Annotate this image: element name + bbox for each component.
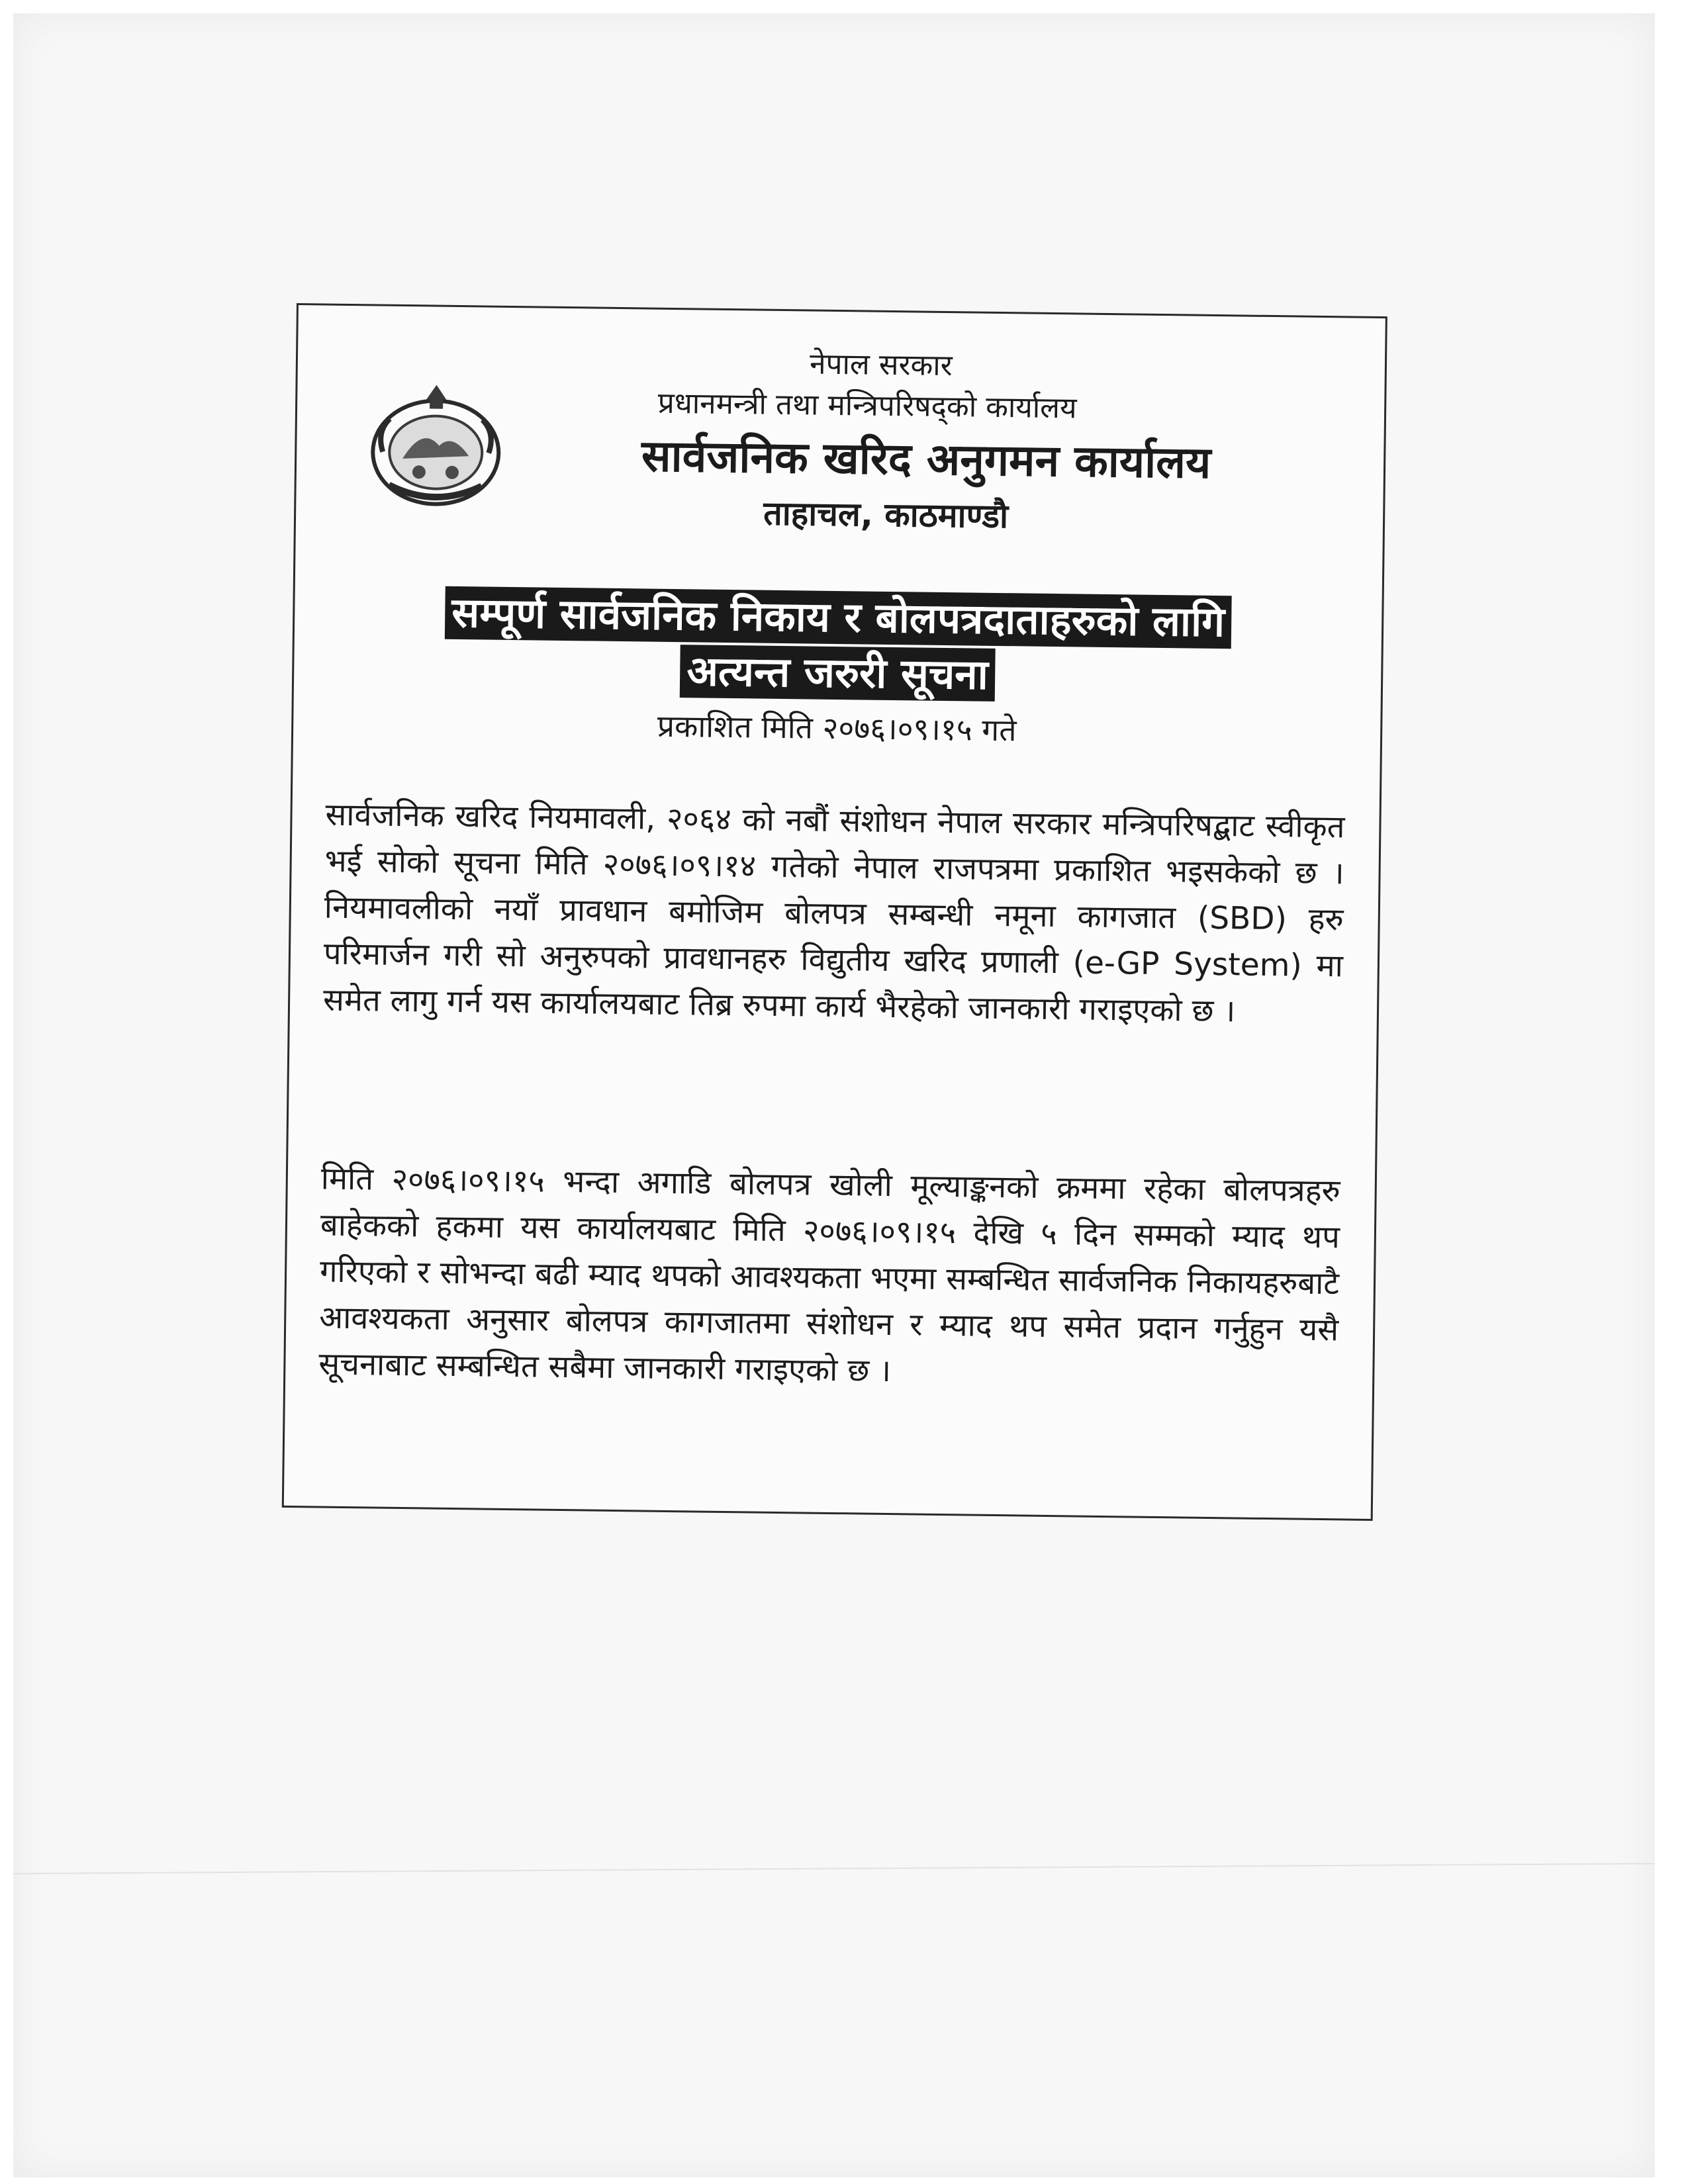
office-location: ताहाचल, काठमाण्डौ — [763, 494, 1009, 536]
government-name: नेपाल सरकार — [809, 347, 953, 383]
title-line-2: अत्यन्त जरुरी सूचना — [680, 645, 995, 702]
title-line-1: सम्पूर्ण सार्वजनिक निकाय र बोलपत्रदाताहरुको लागि — [445, 586, 1232, 649]
notice-box — [282, 303, 1387, 1521]
notice-title — [293, 583, 1382, 758]
notice-paragraph-2: मिति २०७६।०९।१५ भन्दा अगाडि बोलपत्र खोली मूल्याङ्कनको क्रममा रहेका बोलपत्रहरु बाहेकको हकमा यस कार्यालयबाट मिति २०७६।०९।१५ देखि ५ दिन सम्मको म्याद थप गरिएको र सोभन्दा बढी म्याद थपको आवश्यकता भएमा सम्बन्धित सार्वजनिक निकायहरुबाटै आवश्यकता अनुसार बोलपत्र कागजातमा संशोधन र म्याद थप समेत प्रदान गर्नुहुन यसै सूचनाबाट सम्बन्धित सबैमा जानकारी गराइएको छ । — [318, 1160, 1341, 1390]
published-date: प्रकाशित मिति २०७६।०९।१५ गते — [657, 707, 1017, 749]
notice-paragraph-1: सार्वजनिक खरिद नियमावली, २०६४ को नबौं संशोधन नेपाल सरकार मन्त्रिपरिषद्बाट स्वीकृत भई सोको सूचना मिति २०७६।०९।१४ गतेको नेपाल राजपत्रमा प्रकाशित भइसकेको छ । नियमावलीको नयाँ प्रावधान बमोजिम बोलपत्र सम्बन्धी नमूना कागजात (SBD) हरु परिमार्जन गरी सो अनुरुपको प्रावधानहरु विद्युतीय खरिद प्रणाली (e-GP System) मा समेत लागु गर्न यस कार्यालयबाट तिब्र रुपमा कार्य भैरहेको जानकारी गराइएको छ । — [322, 796, 1345, 1030]
notice-header — [296, 338, 1385, 545]
office-name: सार्वजनिक खरिद अनुगमन कार्यालय — [641, 430, 1211, 488]
ministry-name: प्रधानमन्त्री तथा मन्त्रिपरिषद्को कार्यालय — [657, 386, 1077, 426]
